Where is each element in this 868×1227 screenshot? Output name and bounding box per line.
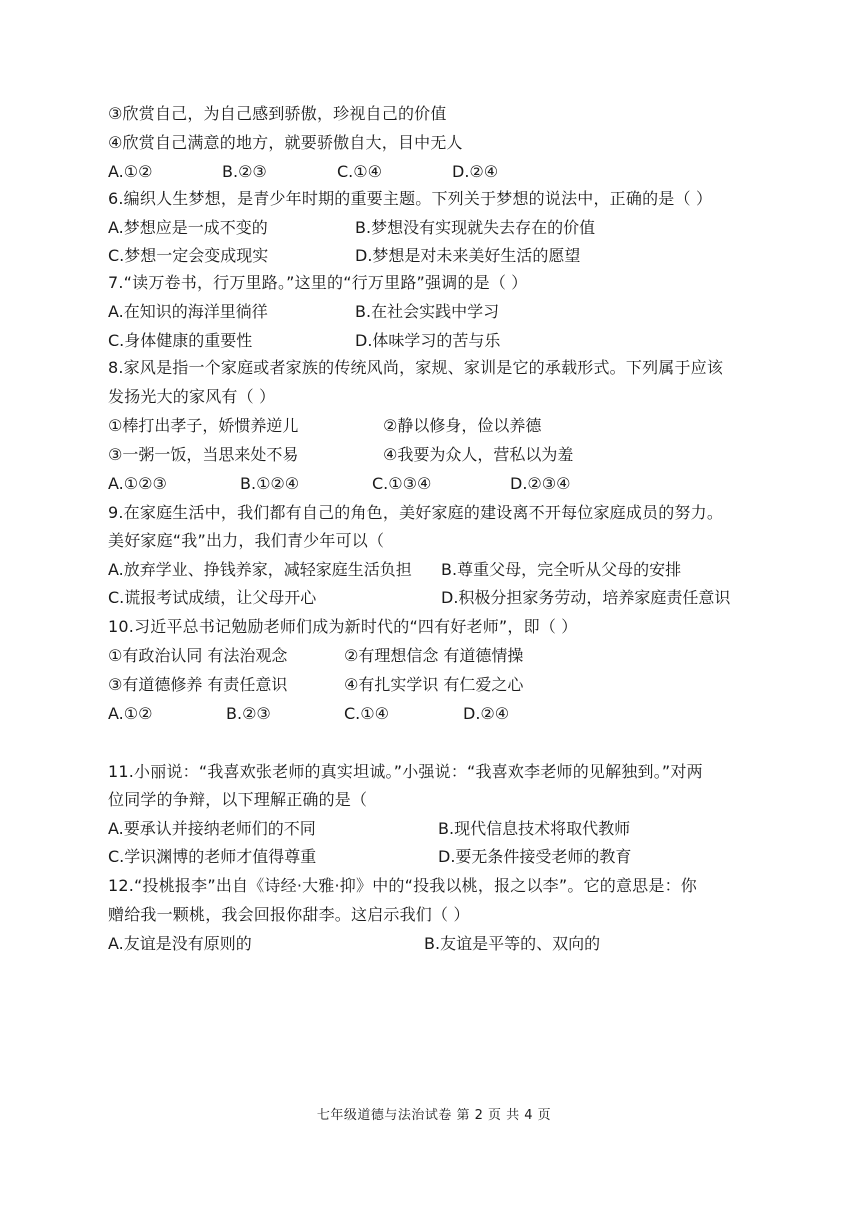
q10-item-2: ②有理想信念 有道德情操	[344, 646, 524, 665]
q8-item-2: ②静以修身，俭以养德	[383, 416, 542, 435]
q12-option-a: A.友谊是没有原则的	[108, 934, 252, 953]
q7-stem: 7.“读万卷书，行万里路。”这里的“行万里路”强调的是（ ）	[108, 273, 528, 292]
q11-option-d: D.要无条件接受老师的教育	[438, 847, 632, 866]
q5-option-a: A.①②	[108, 162, 153, 181]
q8-option-a: A.①②③	[108, 474, 167, 493]
q8-option-d: D.②③④	[510, 474, 571, 493]
q10-option-d: D.②④	[463, 704, 510, 723]
q7-option-a: A.在知识的海洋里徜徉	[108, 302, 268, 321]
q5-item-4: ④欣赏自己满意的地方，就要骄傲自大，目中无人	[108, 133, 463, 152]
q5-option-c: C.①④	[337, 162, 382, 181]
q10-item-3: ③有道德修养 有责任意识	[108, 675, 288, 694]
q10-option-a: A.①②	[108, 704, 153, 723]
page-footer: 七年级道德与法治试卷 第 2 页 共 4 页	[316, 1108, 552, 1123]
q10-option-c: C.①④	[344, 704, 389, 723]
q8-item-3: ③一粥一饭，当思来处不易	[108, 445, 299, 464]
q8-item-4: ④我要为众人，营私以为羞	[383, 445, 574, 464]
q10-option-b: B.②③	[226, 704, 271, 723]
q5-item-3: ③欣赏自己，为自己感到骄傲，珍视自己的价值	[108, 104, 447, 123]
q11-stem-line1: 11.小丽说：“我喜欢张老师的真实坦诚。”小强说：“我喜欢李老师的见解独到。”对两	[108, 762, 703, 781]
q8-item-1: ①棒打出孝子，娇惯养逆儿	[108, 416, 299, 435]
q10-stem: 10.习近平总书记勉励老师们成为新时代的“四有好老师”，即（ ）	[108, 617, 578, 636]
q11-stem-line2: 位同学的争辩，以下理解正确的是（	[108, 790, 368, 809]
q11-option-b: B.现代信息技术将取代教师	[438, 819, 631, 838]
q8-option-c: C.①③④	[372, 474, 432, 493]
q6-option-a: A.梦想应是一成不变的	[108, 218, 268, 237]
q9-option-b: B.尊重父母，完全听从父母的安排	[441, 560, 682, 579]
q9-stem-line2: 美好家庭“我”出力，我们青少年可以（	[108, 531, 385, 550]
q12-stem-line2: 赠给我一颗桃，我会回报你甜李。这启示我们（ ）	[108, 905, 470, 924]
q6-stem: 6.编织人生梦想，是青少年时期的重要主题。下列关于梦想的说法中，正确的是（ ）	[108, 189, 713, 208]
q10-item-1: ①有政治认同 有法治观念	[108, 646, 288, 665]
q8-stem-line1: 8.家风是指一个家庭或者家族的传统风尚，家规、家训是它的承载形式。下列属于应该	[108, 358, 724, 377]
q11-option-a: A.要承认并接纳老师们的不同	[108, 819, 316, 838]
q12-stem-line1: 12.“投桃报李”出自《诗经·大雅·抑》中的“投我以桃，报之以李”。它的意思是：你	[108, 876, 697, 895]
q9-stem-line1: 9.在家庭生活中，我们都有自己的角色，美好家庭的建设离不开每位家庭成员的努力。	[108, 503, 724, 522]
q5-option-d: D.②④	[452, 162, 499, 181]
q10-item-4: ④有扎实学识 有仁爱之心	[344, 675, 524, 694]
q11-option-c: C.学识渊博的老师才值得尊重	[108, 847, 317, 866]
q9-option-c: C.谎报考试成绩，让父母开心	[108, 588, 317, 607]
q7-option-d: D.体味学习的苦与乐	[355, 331, 501, 350]
q6-option-d: D.梦想是对未来美好生活的愿望	[355, 246, 581, 265]
q6-option-b: B.梦想没有实现就失去存在的价值	[355, 218, 596, 237]
q9-option-d: D.积极分担家务劳动，培养家庭责任意识	[441, 588, 731, 607]
q9-option-a: A.放弃学业、挣钱养家，减轻家庭生活负担	[108, 560, 412, 579]
q8-stem-line2: 发扬光大的家风有（ ）	[108, 387, 276, 406]
q12-option-b: B.友谊是平等的、双向的	[424, 934, 601, 953]
q7-option-c: C.身体健康的重要性	[108, 331, 253, 350]
q8-option-b: B.①②④	[240, 474, 300, 493]
q7-option-b: B.在社会实践中学习	[355, 302, 500, 321]
q6-option-c: C.梦想一定会变成现实	[108, 246, 269, 265]
q5-option-b: B.②③	[222, 162, 267, 181]
